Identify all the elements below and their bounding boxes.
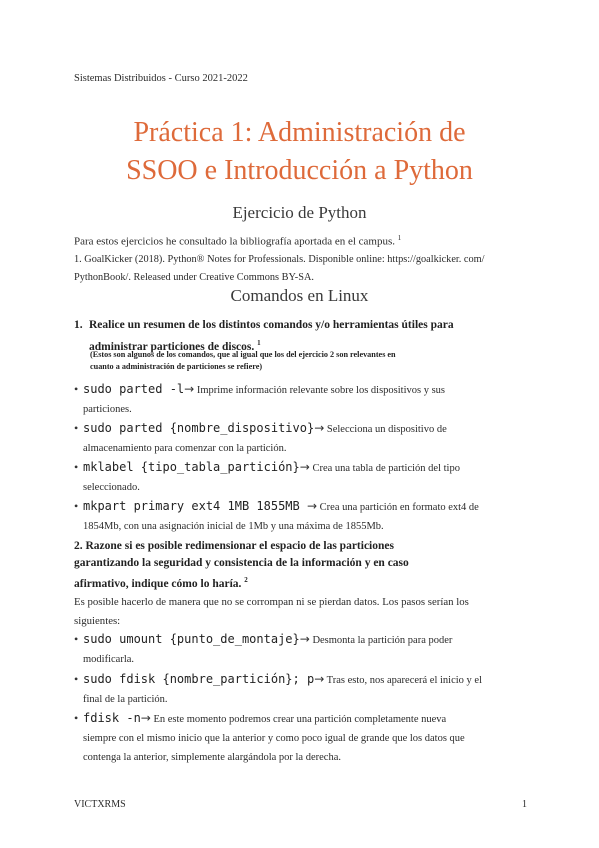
title-line-2: SSOO e Introducción a Python <box>126 155 473 186</box>
arrow-right-icon: → <box>184 382 195 396</box>
command-description-cont: final de la partición. <box>83 694 168 705</box>
list-item <box>74 670 524 709</box>
command-code: fdisk -n <box>83 711 141 725</box>
bullet-icon: • <box>74 672 79 686</box>
page-number: 1 <box>522 799 527 810</box>
question-2 <box>74 538 529 593</box>
list-item <box>74 497 524 536</box>
question-2-answer-line-2: siguientes: <box>74 615 121 627</box>
footer-author: VICTXRMS <box>74 799 126 810</box>
reference-line-1: 1. GoalKicker (2018). Python® Notes for Professionals. Disponible online: https://goalkicker. com/ <box>74 254 485 265</box>
arrow-right-icon: → <box>299 632 310 646</box>
bullet-icon: • <box>74 632 79 646</box>
question-1-note-line-2: cuanto a administración de particiones se refiere) <box>90 362 263 371</box>
question-1-line-1: Realice un resumen de los distintos comandos y/o herramientas útiles para <box>89 319 454 331</box>
list-item <box>74 380 524 419</box>
command-description: Tras esto, nos aparecerá el inicio y el <box>324 675 482 686</box>
command-description-cont: 1854Mb, con una asignación inicial de 1Mb y una máxima de 1855Mb. <box>83 521 384 532</box>
command-description: Crea una tabla de partición del tipo <box>309 463 460 474</box>
command-description: Imprime información relevante sobre los dispositivos y sus <box>194 385 446 396</box>
command-description: En este momento podremos crear una partición completamente nueva <box>150 714 447 725</box>
bullet-icon: • <box>74 499 79 513</box>
command-description: Selecciona un dispositivo de <box>324 424 447 435</box>
command-code: sudo parted {nombre_dispositivo} <box>83 421 315 435</box>
command-description-cont: contenga la anterior, simplemente alargándola por la derecha. <box>83 752 341 763</box>
question-2-line-3 <box>74 572 529 593</box>
bibliography-reference <box>74 251 534 287</box>
question-1-number: 1. <box>74 319 83 331</box>
reference-line-2: PythonBook/. Released under Creative Commons BY-SA. <box>74 272 314 283</box>
command-description-cont: almacenamiento para comenzar con la partición. <box>83 443 287 454</box>
question-2-line-2: garantizando la seguridad y consistencia de la información y en caso <box>74 557 409 569</box>
bullet-icon: • <box>74 382 79 396</box>
list-item <box>74 458 524 497</box>
command-description: Desmonta la partición para poder <box>309 635 453 646</box>
question-1-note-line-1: (Estos son algunos de los comandos, que al igual que los del ejercicio 2 son relevantes en <box>90 350 396 359</box>
command-description: Crea una partición en formato ext4 de <box>317 502 479 513</box>
footnote-ref-1: 1 <box>397 234 402 242</box>
arrow-right-icon: → <box>306 499 318 513</box>
question-2-line-3-text: afirmativo, indique cómo lo haría. <box>74 577 242 590</box>
command-code: mkpart primary ext4 1MB 1855MB <box>83 499 307 513</box>
question-2-answer <box>74 593 534 631</box>
python-intro-text: Para estos ejercicios he consultado la bibliografía aportada en el campus. <box>74 235 396 248</box>
command-description-cont: seleccionado. <box>83 482 140 493</box>
question-2-answer-line-1: Es posible hacerlo de manera que no se corrompan ni se pierdan datos. Los pasos serían los <box>74 596 469 608</box>
question-1-line-2-text: administrar particiones de discos. <box>89 340 255 353</box>
python-intro <box>74 229 524 252</box>
question-1-footnote: 1 <box>257 339 261 347</box>
list-item <box>74 709 529 767</box>
list-item <box>74 630 524 669</box>
command-code: sudo umount {punto_de_montaje} <box>83 632 300 646</box>
command-description-cont: modificarla. <box>83 654 135 665</box>
course-header: Sistemas Distribuidos - Curso 2021-2022 <box>74 73 248 84</box>
title-line-1: Práctica 1: Administración de <box>133 117 466 148</box>
arrow-right-icon: → <box>314 421 325 435</box>
python-section-heading: Ejercicio de Python <box>232 203 367 222</box>
bullet-icon: • <box>74 711 79 725</box>
command-code: mklabel {tipo_tabla_partición} <box>83 460 300 474</box>
arrow-right-icon: → <box>314 672 325 686</box>
question-2-footnote: 2 <box>244 576 248 584</box>
command-description-cont: particiones. <box>83 404 132 415</box>
command-description-cont: siempre con el mismo inicio que la anterior y como poco igual de grande que los datos que <box>83 733 465 744</box>
arrow-right-icon: → <box>299 460 310 474</box>
question-1-note <box>90 349 520 373</box>
question-2-line-1: 2. Razone si es posible redimensionar el espacio de las particiones <box>74 540 394 552</box>
bullet-icon: • <box>74 460 79 474</box>
linux-section-heading: Comandos en Linux <box>230 286 369 305</box>
list-item <box>74 419 524 458</box>
command-code: sudo fdisk {nombre_partición}; p <box>83 672 315 686</box>
command-code: sudo parted -l <box>83 382 185 396</box>
page-title <box>0 114 599 190</box>
bullet-icon: • <box>74 421 79 435</box>
arrow-right-icon: → <box>140 711 151 725</box>
